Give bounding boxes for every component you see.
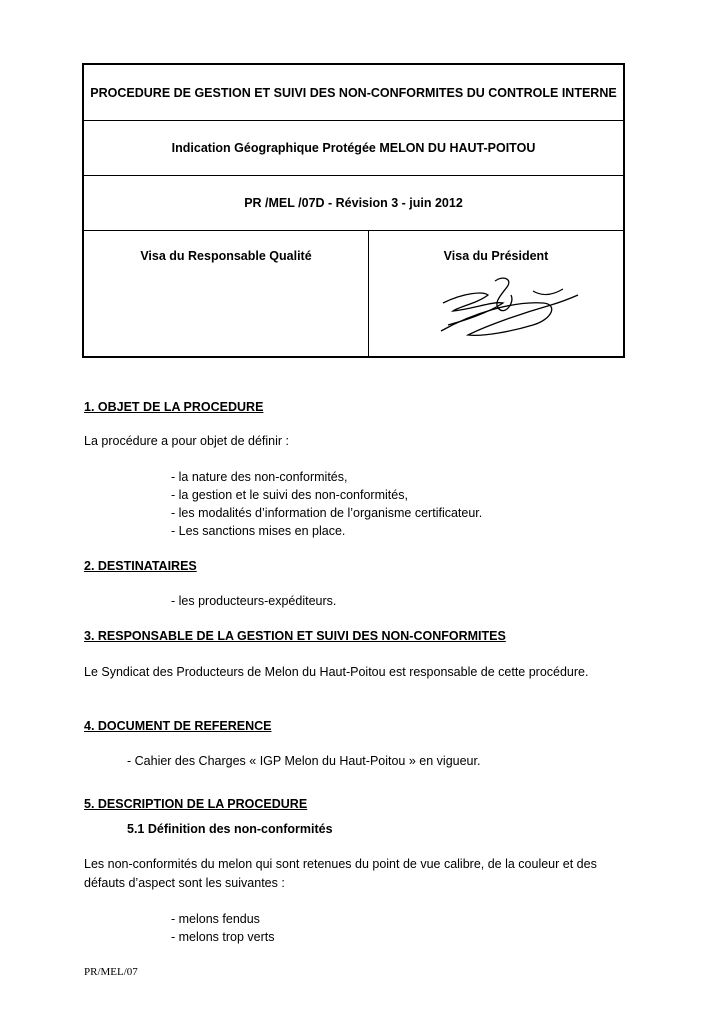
section-1-item: - les modalités d’information de l’organisme certificateur.	[171, 506, 483, 520]
section-2-heading: 2. DESTINATAIRES	[84, 559, 197, 573]
section-4-heading: 4. DOCUMENT DE REFERENCE	[84, 719, 272, 733]
section-5-subheading: 5.1 Définition des non-conformités	[127, 822, 333, 836]
president-signature	[433, 273, 583, 343]
section-4-text: - Cahier des Charges « IGP Melon du Haut-Poitou » en vigueur.	[127, 754, 481, 768]
visa-quality-label: Visa du Responsable Qualité	[140, 249, 312, 263]
section-5-item: - melons fendus	[171, 912, 260, 926]
document-title: PROCEDURE DE GESTION ET SUIVI DES NON-CONFORMITES DU CONTROLE INTERNE	[84, 65, 623, 121]
section-1-item: - la gestion et le suivi des non-conformités,	[171, 488, 408, 502]
section-2-item: - les producteurs-expéditeurs.	[171, 594, 337, 608]
document-subtitle: Indication Géographique Protégée MELON DU HAUT-POITOU	[84, 121, 623, 176]
section-5-heading: 5. DESCRIPTION DE LA PROCEDURE	[84, 797, 308, 811]
visa-quality-cell	[84, 231, 369, 356]
section-3-text: Le Syndicat des Producteurs de Melon du Haut-Poitou est responsable de cette procédure.	[84, 665, 589, 679]
section-5-item: - melons trop verts	[171, 930, 275, 944]
section-5-text-line2: défauts d’aspect sont les suivantes :	[84, 876, 285, 890]
section-5-text-line1: Les non-conformités du melon qui sont retenues du point de vue calibre, de la couleur et des	[84, 857, 597, 871]
header-table	[82, 63, 625, 358]
section-1-heading: 1. OBJET DE LA PROCEDURE	[84, 400, 264, 414]
section-1-item: - Les sanctions mises en place.	[171, 524, 346, 538]
section-1-item: - la nature des non-conformités,	[171, 470, 348, 484]
visa-president-label: Visa du Président	[443, 249, 549, 263]
visa-row	[84, 231, 623, 356]
section-1-intro: La procédure a pour objet de définir :	[84, 434, 289, 448]
visa-president-cell	[369, 231, 623, 356]
footer-code: PR/MEL/07	[84, 966, 138, 978]
document-reference: PR /MEL /07D - Révision 3 - juin 2012	[84, 176, 623, 231]
section-3-heading: 3. RESPONSABLE DE LA GESTION ET SUIVI DES NON-CONFORMITES	[84, 629, 506, 643]
